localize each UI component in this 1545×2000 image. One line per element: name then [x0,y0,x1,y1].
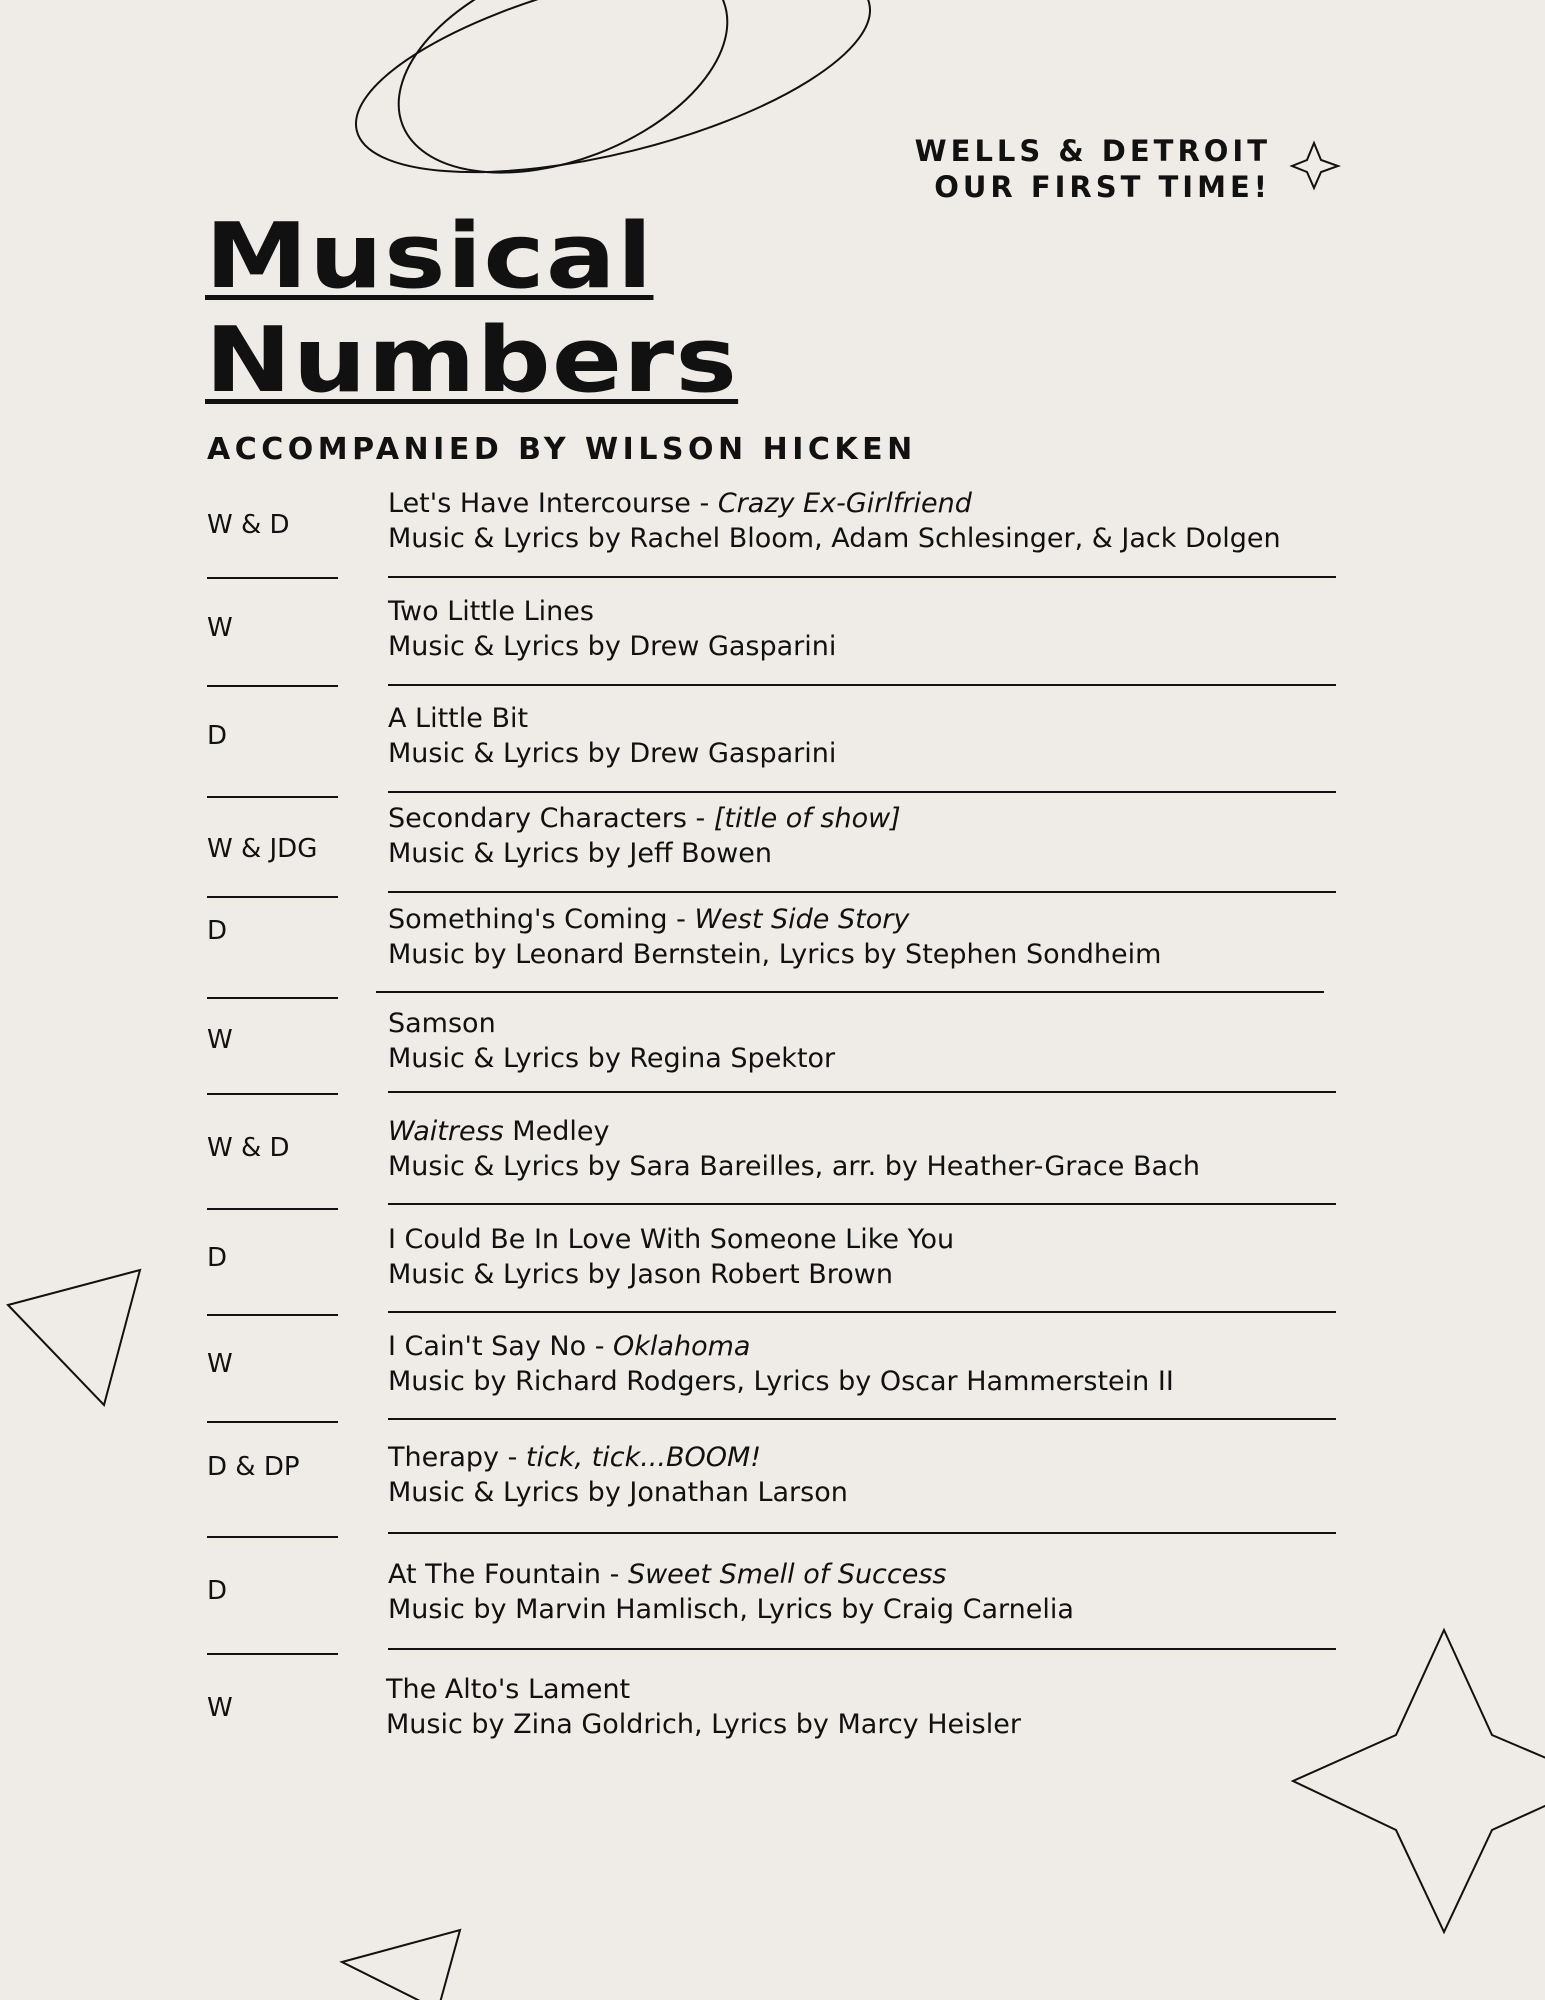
performer-initials: W [207,1025,233,1055]
divider-right [388,1311,1336,1313]
song-title: Something's Coming [388,904,668,935]
ring-outline-1 [368,0,759,215]
song-credits: Music by Leonard Bernstein, Lyrics by Stephen Sondheim [388,939,1162,970]
performer-initials: D [207,916,228,946]
song-credits: Music & Lyrics by Jonathan Larson [388,1477,848,1508]
song-title-line [388,486,1281,521]
show-title: Waitress [388,1116,504,1147]
song-title: I Could Be In Love With Someone Like You [388,1224,955,1255]
song-credits: Music & Lyrics by Drew Gasparini [388,738,837,769]
show-title: [title of show] [713,803,901,834]
song-title: Two Little Lines [388,596,594,627]
song-title: A Little Bit [388,703,529,734]
song-info [386,1672,1021,1742]
divider-right [388,1418,1336,1420]
song-title-line [388,1114,1200,1149]
tagline [915,133,1271,205]
song-title-line [388,1557,1074,1592]
song-title-line [388,1222,954,1257]
performer-initials: W [207,1349,233,1379]
divider-left [207,796,338,798]
performer-initials: D & DP [207,1452,300,1482]
song-info [388,1222,954,1292]
song-info [388,1114,1200,1184]
page-title [205,205,738,413]
divider-right [376,991,1324,993]
triangle-outline-bottom [342,1930,460,2000]
title-separator: - [690,488,718,519]
song-title: Let's Have Intercourse [388,488,691,519]
divider-right [388,791,1336,793]
song-title-line [388,1329,1174,1364]
page-title-line-2: Numbers [205,308,739,413]
performer-initials: D [207,1576,228,1606]
song-title: Samson [388,1008,496,1039]
performer-initials: W & JDG [207,834,318,864]
song-credits: Music & Lyrics by Jason Robert Brown [388,1259,893,1290]
title-separator: - [601,1559,628,1590]
song-info [388,801,901,871]
performer-initials: D [207,721,228,751]
song-title: The Alto's Lament [386,1674,631,1705]
song-title: Medley [503,1116,610,1147]
song-info [388,902,1161,972]
song-info [388,1006,835,1076]
song-credits: Music & Lyrics by Rachel Bloom, Adam Schlesinger, & Jack Dolgen [388,523,1281,554]
song-title: I Cain't Say No [388,1331,587,1362]
sparkle-star-large-icon [1293,1630,1545,1932]
tagline-line-2: OUR FIRST TIME! [934,170,1271,204]
ring-outline-2 [336,0,890,214]
song-credits: Music by Zina Goldrich, Lyrics by Marcy Heisler [386,1709,1021,1740]
performer-initials: W [207,613,233,643]
divider-right [388,1532,1336,1534]
song-credits: Music & Lyrics by Drew Gasparini [388,631,837,662]
divider-left [207,896,338,898]
song-credits: Music & Lyrics by Sara Bareilles, arr. by Heather-Grace Bach [388,1151,1200,1182]
song-title-line [388,701,836,736]
song-info [388,486,1281,556]
title-separator: - [667,904,695,935]
accompanist-subtitle: ACCOMPANIED BY WILSON HICKEN [207,432,917,467]
divider-right [388,1648,1336,1650]
divider-left [207,577,338,579]
title-separator: - [686,803,714,834]
divider-left [207,685,338,687]
triangle-outline-left [8,1270,140,1405]
song-title: Secondary Characters [388,803,687,834]
title-separator: - [498,1442,526,1473]
tagline-line-1: WELLS & DETROIT [914,134,1271,168]
show-title: Crazy Ex-Girlfriend [717,488,972,519]
divider-left [207,997,338,999]
song-info [388,1557,1074,1627]
divider-left [207,1093,338,1095]
performer-initials: W [207,1693,233,1723]
song-title-line [388,902,1161,937]
divider-left [207,1208,338,1210]
song-title-line [386,1672,1021,1707]
divider-right [388,576,1336,578]
show-title: tick, tick...BOOM! [525,1442,762,1473]
performer-initials: D [207,1243,228,1273]
title-separator: - [586,1331,614,1362]
song-title-line [388,594,836,629]
song-title-line [388,801,901,836]
page-title-line-1: Musical [205,204,654,309]
show-title: Oklahoma [613,1331,751,1362]
divider-left [207,1421,338,1423]
performer-initials: W & D [207,510,290,540]
song-credits: Music by Marvin Hamlisch, Lyrics by Craig Carnelia [388,1594,1074,1625]
divider-right [388,891,1336,893]
song-credits: Music & Lyrics by Jeff Bowen [388,838,772,869]
divider-left [207,1536,338,1538]
divider-left [207,1653,338,1655]
divider-right [388,1091,1336,1093]
song-title-line [388,1440,848,1475]
song-info [388,594,836,664]
performer-initials: W & D [207,1133,290,1163]
song-title: At The Fountain [388,1559,602,1590]
song-credits: Music by Richard Rodgers, Lyrics by Oscar Hammerstein II [388,1366,1174,1397]
show-title: Sweet Smell of Success [627,1559,947,1590]
song-info [388,1329,1174,1399]
song-info [388,1440,848,1510]
divider-left [207,1314,338,1316]
song-title-line [388,1006,835,1041]
divider-right [388,684,1336,686]
sparkle-star-small-icon [1292,143,1338,188]
divider-right [388,1203,1336,1205]
song-info [388,701,836,771]
song-credits: Music & Lyrics by Regina Spektor [388,1043,836,1074]
song-title: Therapy [388,1442,499,1473]
show-title: West Side Story [694,904,910,935]
